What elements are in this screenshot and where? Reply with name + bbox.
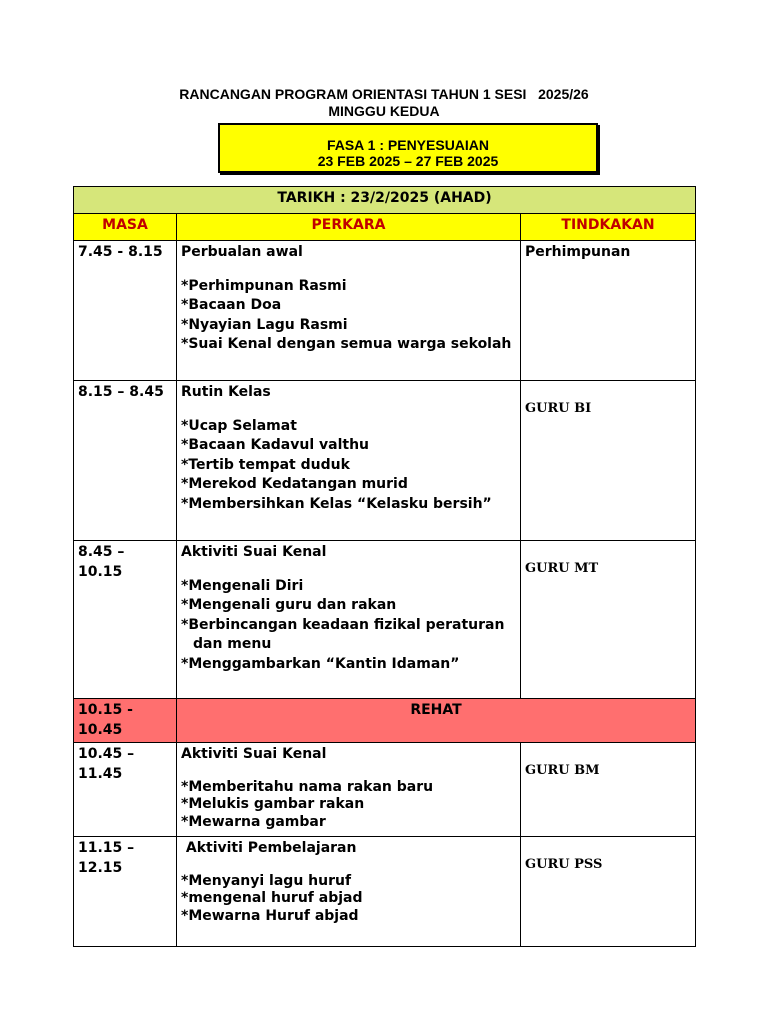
masa-cell: 10.45 – 11.45 — [74, 743, 177, 837]
tindakan-label: Perhimpunan — [525, 244, 631, 260]
activity-item: *Menyanyi lagu huruf — [181, 872, 352, 889]
activity-item: *Mengenali Diri — [181, 577, 304, 594]
tindakan-cell — [521, 541, 696, 699]
perkara-cell — [177, 837, 521, 947]
activity-item: *Nyayian Lagu Rasmi — [181, 316, 348, 333]
activity-item: *Merekod Kedatangan murid — [181, 476, 408, 492]
activity-item: *Suai Kenal dengan semua warga sekolah — [181, 336, 512, 352]
activity-item: *Menggambarkan “Kantin Idaman” — [181, 655, 460, 672]
title-line-1: RANCANGAN PROGRAM ORIENTASI TAHUN 1 SESI 2025/26 — [179, 86, 589, 102]
table-row — [74, 837, 696, 947]
perkara-cell — [177, 743, 521, 837]
activity-item: *Melukis gambar rakan — [181, 796, 365, 812]
activity-title: Rutin Kelas — [181, 384, 271, 400]
activity-item: *Ucap Selamat — [181, 417, 297, 434]
table-row — [74, 241, 696, 381]
tindakan-cell — [521, 241, 696, 381]
activity-item: *Mengenali guru dan rakan — [181, 597, 397, 613]
tindakan-cell — [521, 381, 696, 541]
activity-title: Aktiviti Suai Kenal — [181, 746, 327, 762]
date-row — [74, 187, 696, 214]
column-header-masa: MASA — [74, 214, 177, 241]
activity-item: *Bacaan Kadavul valthu — [181, 437, 370, 453]
activity-title: Aktiviti Suai Kenal — [181, 544, 327, 560]
activity-title: Aktiviti Pembelajaran — [181, 840, 357, 856]
activity-item: *Tertib tempat duduk — [181, 456, 350, 473]
document-title — [0, 86, 768, 120]
fasa-box — [218, 123, 598, 173]
header-row — [74, 214, 696, 241]
column-header-perkara: PERKARA — [177, 214, 521, 241]
schedule-table — [73, 186, 696, 947]
tindakan-label: GURU BI — [525, 401, 592, 416]
tindakan-cell — [521, 837, 696, 947]
perkara-cell — [177, 241, 521, 381]
tindakan-label: GURU BM — [525, 763, 600, 778]
masa-cell: 10.15 - 10.45 — [74, 699, 177, 743]
fasa-name: FASA 1 : PENYESUAIAN — [326, 137, 490, 153]
fasa-dates: 23 FEB 2025 – 27 FEB 2025 — [317, 153, 499, 169]
date-label: TARIKH : 23/2/2025 (AHAD) — [74, 187, 696, 214]
activity-title: Perbualan awal — [181, 244, 303, 260]
perkara-cell — [177, 541, 521, 699]
table-row — [74, 541, 696, 699]
table-row — [74, 381, 696, 541]
activity-item: *Perhimpunan Rasmi — [181, 277, 347, 294]
activity-item: *Membersihkan Kelas “Kelasku bersih” — [181, 495, 492, 512]
tindakan-label: GURU MT — [525, 561, 599, 576]
title-line-2: MINGGU KEDUA — [328, 103, 440, 119]
rehat-row — [74, 699, 696, 743]
activity-item: *mengenal huruf abjad — [181, 890, 363, 906]
activity-item: *Mewarna Huruf abjad — [181, 907, 359, 924]
activity-item: *Memberitahu nama rakan baru — [181, 778, 434, 795]
rehat-label: REHAT — [177, 699, 696, 743]
masa-cell: 7.45 - 8.15 — [74, 241, 177, 381]
masa-cell: 11.15 – 12.15 — [74, 837, 177, 947]
activity-item: *Berbincangan keadaan fizikal peraturan — [181, 616, 505, 633]
perkara-cell — [177, 381, 521, 541]
activity-item: *Mewarna gambar — [181, 813, 326, 830]
activity-item: *Bacaan Doa — [181, 297, 282, 313]
tindakan-cell — [521, 743, 696, 837]
table-row — [74, 743, 696, 837]
column-header-tindakan: TINDKAKAN — [521, 214, 696, 241]
activity-item: dan menu — [193, 636, 272, 652]
masa-cell: 8.15 – 8.45 — [74, 381, 177, 541]
tindakan-label: GURU PSS — [525, 857, 603, 872]
masa-cell: 8.45 – 10.15 — [74, 541, 177, 699]
